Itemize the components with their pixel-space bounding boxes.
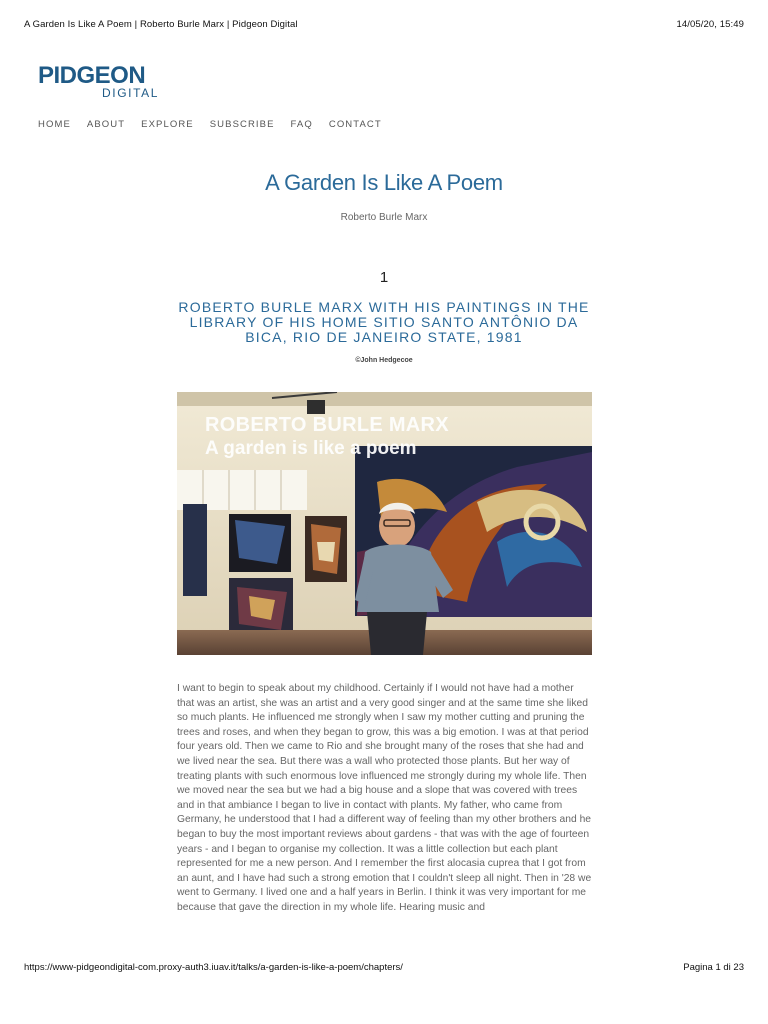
photo-overlay-title: ROBERTO BURLE MARX [205, 414, 449, 436]
photo-overlay-subtitle: A garden is like a poem [205, 438, 417, 459]
nav-subscribe[interactable]: SUBSCRIBE [209, 119, 275, 130]
nav-about[interactable]: ABOUT [86, 119, 126, 130]
print-footer [24, 962, 744, 973]
logo-main-text: PIDGEON [38, 62, 146, 89]
main-nav [38, 119, 398, 130]
pidgeon-digital-logo[interactable] [38, 64, 162, 99]
nav-explore[interactable]: EXPLORE [141, 119, 194, 130]
chapter-photo [177, 392, 592, 655]
print-header-title: A Garden Is Like A Poem | Roberto Burle Marx | Pidgeon Digital [24, 19, 298, 30]
photo-credit: ©John Hedgecoe [355, 357, 413, 364]
nav-faq[interactable]: FAQ [290, 119, 313, 130]
nav-contact[interactable]: CONTACT [328, 119, 382, 130]
logo-sub-text: DIGITAL [102, 86, 159, 100]
author-link[interactable]: Roberto Burle Marx [340, 212, 428, 223]
chapter-body-text: I want to begin to speak about my childhood. Certainly if I would not have had a mother that was an artist, she was an artist and a very good singer and at the same time she liked so much plants. He influenced me strongly when I saw my mother cutting and pruning the trees and roses, and when they began to grow, this was a big emotion. I was at that period four years old. Then we came to Rio and she brought many of the roses that she had and we lived near the sea. But there was a wall who protected those plants. But her way of treating plants with such enormous love influenced me strongly during my whole life. Then we moved near the sea but we had a big house and a slope that was covered with trees and in that ambiance I began to live in contact with plants. My father, who came from Germany, he understood that I had a different way of feeling than my other brothers and he began to buy the most important reviews about gardens - that was with the age of fourteen years - and I began to organise my collection. It was a little collection but each plant represented for me a new person. And I remember the first alocasia cuprea that I got from an aunt, and I have had such a strong emotion that I couldn't sleep all night. Then in '28 we went to Germany. I lived one and a half years in Berlin. I think it was very important for me because that gave the direction in my whole life. Hearing music and [177, 683, 592, 913]
print-header [24, 19, 744, 30]
print-header-datetime: 14/05/20, 15:49 [676, 19, 744, 30]
chapter-title: ROBERTO BURLE MARX WITH HIS PAINTINGS IN THE LIBRARY OF HIS HOME SITIO SANTO ANTÔNIO DA BICA, RIO DE JANEIRO STATE, 1981 [178, 299, 590, 345]
page-title: A Garden Is Like A Poem [265, 170, 503, 195]
nav-home[interactable]: HOME [38, 119, 71, 130]
print-footer-url: https://www-pidgeondigital-com.proxy-auth3.iuav.it/talks/a-garden-is-like-a-poem/chapters/ [24, 962, 403, 973]
print-footer-page: Pagina 1 di 23 [683, 962, 744, 973]
chapter-number: 1 [379, 269, 389, 286]
